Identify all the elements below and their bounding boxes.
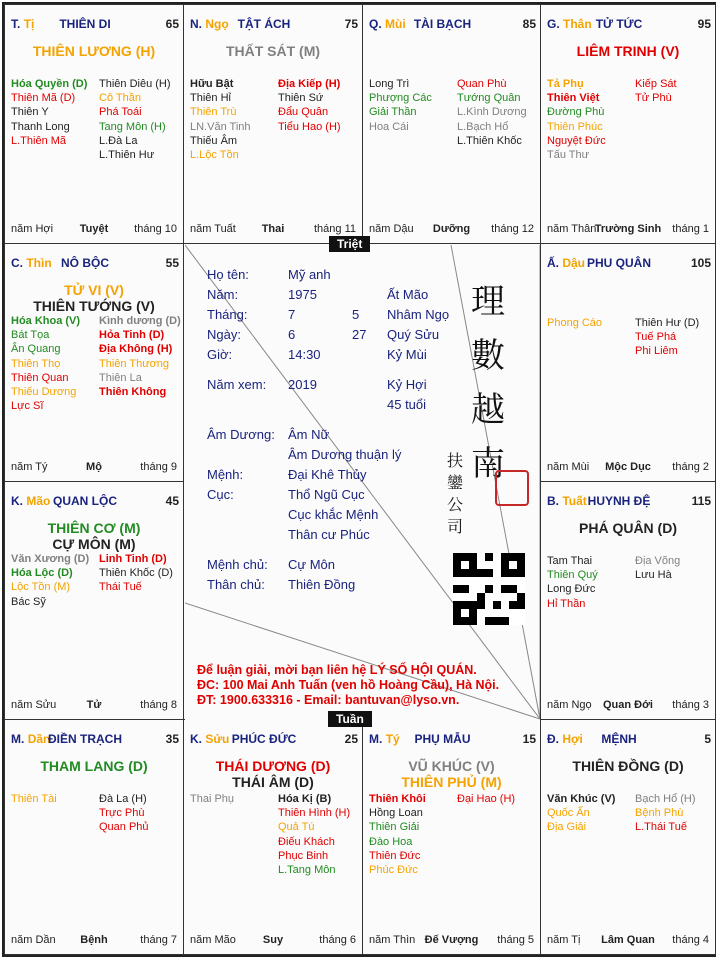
minor-star: Thiên Khốc (D) (99, 567, 173, 580)
right-star-list (99, 552, 173, 595)
minor-star: Tướng Quân (457, 92, 521, 105)
month-label: tháng 12 (491, 223, 534, 235)
month-label: tháng 3 (672, 699, 709, 711)
right-star-list (99, 792, 149, 835)
calligraphy-text: 理數越南 (471, 282, 505, 484)
truong-sinh-stage: Quan Đới (603, 699, 653, 711)
contact-line-1: Để luận giải, mời bạn liên hệ LÝ SỐ HỘI QUÁN. (197, 663, 477, 677)
palace-footer (545, 934, 711, 948)
right-star-list (457, 77, 527, 148)
palace-number: 65 (165, 17, 179, 31)
palace-footer (9, 461, 179, 475)
minor-star: Văn Xương (D) (11, 553, 90, 565)
main-star: TỬ VI (V) (64, 282, 124, 298)
left-star-list (190, 792, 234, 806)
palace-number: 45 (165, 494, 179, 508)
left-star-list (11, 552, 89, 609)
minor-star: Thiên Thọ (11, 357, 61, 370)
minor-star: Thiên Y (11, 106, 49, 119)
can-label: K. (11, 494, 23, 508)
minor-star: Lực Sĩ (11, 400, 44, 413)
minor-star: LN.Văn Tinh (190, 120, 251, 133)
main-star-secondary: THÁI ÂM (D) (232, 774, 314, 790)
palace-footer (545, 699, 711, 713)
contact-block (197, 663, 499, 708)
left-star-list (11, 314, 80, 413)
right-star-list (278, 77, 341, 134)
palace-name: TỬ TỨC (595, 17, 643, 31)
cell-ty[interactable] (362, 719, 541, 955)
minor-star: Phúc Đức (369, 864, 418, 877)
year-label: năm Mùi (547, 461, 590, 473)
palace-header (547, 256, 711, 272)
am-duong-value: Âm Nữ (288, 427, 330, 442)
month-label: tháng 5 (497, 934, 534, 946)
minor-star: Hóa Lộc (D) (11, 567, 73, 580)
palace-footer (9, 934, 179, 948)
palace-number: 25 (344, 732, 358, 746)
nam-value: 1975 (288, 287, 317, 302)
palace-footer (545, 461, 711, 475)
year-label: năm Tý (11, 461, 48, 473)
month-label: tháng 6 (319, 934, 356, 946)
main-star: THIÊN ĐỒNG (D) (572, 758, 684, 774)
minor-star: Tử Phù (635, 92, 672, 105)
palace-header (369, 732, 536, 748)
palace-name: TÀI BẠCH (413, 17, 472, 31)
minor-star: L.Thiên Hư (99, 149, 155, 162)
minor-star: Thiếu Âm (190, 134, 238, 147)
truong-sinh-stage: Tử (86, 699, 102, 711)
minor-star: L.Tang Môn (278, 864, 336, 877)
minor-star: L.Thiên Khốc (457, 134, 522, 147)
palace-name: PHỤ MẪU (414, 732, 471, 746)
can-label: M. (369, 732, 383, 746)
palace-footer (545, 223, 711, 237)
than-chu-value: Thiên Đồng (288, 577, 356, 592)
minor-star: Thái Tuế (99, 581, 142, 594)
menh-value: Đại Khê Thủy (288, 467, 367, 482)
main-star: THAM LANG (D) (40, 758, 148, 774)
ngay-am-lich-num: 27 (352, 327, 367, 342)
minor-star: L.Thiên Mã (11, 134, 67, 147)
minor-star: Đẩu Quân (278, 106, 329, 119)
chi-label: Hợi (562, 732, 583, 746)
truong-sinh-stage: Dưỡng (432, 223, 471, 235)
minor-star: Điếu Khách (278, 835, 335, 848)
left-star-list (547, 554, 598, 611)
palace-name: PHÚC ĐỨC (231, 732, 297, 746)
chi-label: Dậu (562, 256, 586, 270)
year-label: năm Dần (11, 934, 56, 946)
right-star-list (635, 77, 677, 105)
minor-star: Tấu Thư (547, 149, 590, 162)
cell-dan[interactable] (4, 719, 184, 955)
palace-header (190, 17, 358, 33)
center-info-panel (185, 245, 540, 721)
tuan-tag: Tuần (328, 711, 372, 727)
thang-label: Tháng: (207, 307, 248, 322)
truong-sinh-stage: Thai (261, 223, 285, 235)
minor-star: Bệnh Phù (635, 807, 684, 820)
right-star-list (635, 792, 696, 835)
month-label: tháng 2 (672, 461, 709, 473)
palace-name: THIÊN DI (59, 17, 111, 31)
truong-sinh-stage: Đế Vượng (424, 934, 479, 946)
contact-line-3: ĐT: 1900.633316 - Email: bantuvan@lyso.vn. (197, 693, 460, 707)
minor-star: Ân Quang (11, 343, 61, 356)
minor-star: Phong Cáo (547, 317, 603, 329)
minor-star: Tiểu Hao (H) (278, 120, 341, 133)
palace-name: TẬT ÁCH (237, 17, 291, 31)
truong-sinh-stage: Bệnh (80, 934, 108, 946)
minor-star: Thiên La (99, 371, 142, 384)
minor-star: Kình dương (D) (99, 315, 181, 327)
minor-star: Phục Binh (278, 849, 329, 862)
than-cu-phuc: Thân cư Phúc (288, 527, 370, 542)
minor-star: Tang Môn (H) (99, 120, 166, 133)
month-label: tháng 8 (140, 699, 177, 711)
palace-name: ĐIỀN TRẠCH (48, 732, 122, 746)
palace-footer (9, 223, 179, 237)
minor-star: Thanh Long (11, 120, 70, 133)
minor-star: Thiên Phúc (547, 120, 603, 133)
palace-number: 55 (165, 256, 179, 270)
minor-star: Phượng Các (369, 92, 432, 105)
ngay-label: Ngày: (207, 327, 241, 342)
palace-number: 5 (704, 732, 711, 746)
minor-star: Đào Hoa (369, 835, 413, 848)
palace-header (11, 256, 179, 272)
palace-number: 95 (697, 17, 711, 31)
truong-sinh-stage: Tuyệt (79, 223, 109, 235)
menh-chu-value: Cự Môn (288, 557, 335, 572)
can-label: M. (11, 732, 25, 746)
chi-label: Mùi (385, 17, 406, 31)
menh-label: Mệnh: (207, 467, 244, 482)
left-star-list (190, 77, 251, 162)
minor-star: Hóa Quyền (D) (11, 78, 88, 90)
minor-star: Thiên Sứ (278, 92, 324, 105)
qr-code-icon[interactable] (453, 553, 525, 625)
am-duong-label: Âm Dương: (207, 427, 275, 442)
minor-star: Quan Phù (457, 78, 507, 90)
palace-name: MỆNH (601, 732, 637, 746)
palace-number: 105 (690, 256, 711, 270)
right-star-list (99, 77, 171, 162)
cell-ti[interactable] (4, 4, 184, 244)
can-label: Q. (369, 17, 382, 31)
minor-star: Thiên Trù (190, 106, 237, 119)
company-seal-text: 扶鑾公司 (447, 451, 464, 536)
menh-chu-label: Mệnh chủ: (207, 557, 268, 572)
palace-header (190, 732, 358, 748)
nam-xem-value: 2019 (288, 377, 317, 392)
palace-number: 115 (691, 494, 711, 508)
chi-label: Ngọ (205, 17, 229, 31)
triet-tag: Triệt (329, 236, 370, 252)
palace-header (369, 17, 536, 33)
minor-star: Lưu Hà (635, 569, 672, 582)
minor-star: L.Lộc Tồn (190, 149, 239, 162)
year-label: năm Thìn (369, 934, 416, 946)
truong-sinh-stage: Trường Sinh (594, 223, 662, 235)
nam-xem-label: Năm xem: (207, 377, 267, 392)
left-star-list (369, 77, 432, 134)
right-star-list (635, 316, 699, 359)
minor-star: Hỉ Thần (547, 597, 586, 610)
left-star-list (547, 792, 615, 835)
cell-hoi[interactable] (540, 719, 716, 955)
month-label: tháng 9 (140, 461, 177, 473)
main-star: THÁI DƯƠNG (D) (215, 758, 331, 774)
minor-star: Thiên Giải (369, 821, 420, 834)
minor-star: Long Đức (547, 583, 596, 596)
year-label: năm Mão (190, 934, 236, 946)
minor-star: L.Bạch Hổ (457, 120, 509, 133)
palace-number: 85 (522, 17, 536, 31)
cell-ngo[interactable] (183, 4, 363, 244)
year-label: năm Ngọ (547, 699, 592, 711)
minor-star: Thiên Đức (369, 849, 421, 862)
minor-star: Thiên Thương (99, 357, 170, 370)
minor-star: Bát Tọa (11, 329, 50, 342)
chi-label: Sửu (205, 732, 230, 746)
minor-star: Linh Tinh (D) (99, 553, 167, 565)
minor-star: L.Thái Tuế (635, 821, 687, 834)
minor-star: Đà La (H) (99, 793, 147, 805)
gio-label: Giờ: (207, 347, 233, 362)
thang-value: 7 (288, 307, 296, 322)
minor-star: Bác Sỹ (11, 595, 46, 608)
palace-footer (367, 223, 536, 237)
thang-am-lich-num: 5 (352, 307, 360, 322)
cell-thin[interactable] (4, 243, 184, 482)
left-star-list (547, 77, 606, 162)
chi-label: Mão (26, 494, 51, 508)
minor-star: Kiếp Sát (635, 78, 677, 90)
left-star-list (547, 316, 602, 330)
palace-header (547, 732, 711, 748)
palace-name: HUYNH ĐỆ (587, 494, 651, 508)
truong-sinh-stage: Mộ (86, 461, 102, 473)
month-label: tháng 4 (672, 934, 709, 946)
am-duong-ly: Âm Dương thuận lý (288, 447, 402, 462)
palace-header (11, 732, 179, 748)
minor-star: Thiếu Dương (11, 386, 77, 399)
year-label: năm Tuất (190, 223, 236, 235)
chi-label: Thìn (26, 256, 52, 270)
year-label: năm Tị (547, 934, 581, 946)
minor-star: Thiên Tài (11, 793, 57, 805)
tuoi-value: 45 tuổi (387, 397, 427, 412)
minor-star: L.Đà La (99, 134, 138, 147)
ho-ten-label: Họ tên: (207, 267, 249, 282)
than-chu-label: Thân chủ: (207, 577, 265, 592)
palace-name: QUAN LỘC (53, 494, 117, 508)
minor-star: Địa Không (H) (99, 343, 173, 356)
minor-star: Quan Phủ (99, 821, 149, 834)
right-star-list (635, 554, 680, 582)
thang-am-lich: Nhâm Ngọ (387, 307, 450, 322)
minor-star: Lộc Tồn (M) (11, 581, 71, 594)
minor-star: Cô Thần (99, 92, 141, 105)
cuc-value: Thổ Ngũ Cục (288, 487, 365, 502)
can-label: Đ. (547, 732, 559, 746)
left-star-list (11, 77, 87, 148)
minor-star: Long Trì (369, 78, 410, 90)
minor-star: Thiên Mã (D) (11, 92, 76, 105)
cuc-label: Cục: (207, 487, 234, 502)
palace-name: PHU QUÂN (586, 256, 651, 270)
minor-star: Địa Giải (547, 821, 587, 834)
palace-number: 35 (165, 732, 179, 746)
palace-footer (188, 934, 358, 948)
chi-label: Tị (23, 17, 35, 31)
minor-star: Phi Liêm (635, 345, 678, 358)
month-label: tháng 10 (134, 223, 177, 235)
minor-star: Đại Hao (H) (457, 793, 516, 805)
can-label: C. (11, 256, 23, 270)
cell-dau[interactable] (540, 243, 716, 482)
minor-star: Đường Phù (547, 106, 605, 119)
minor-star: Hữu Bật (190, 78, 234, 90)
minor-star: Thiên Hư (D) (635, 317, 700, 329)
palace-footer (9, 699, 179, 713)
main-star-secondary: CỰ MÔN (M) (52, 536, 136, 552)
minor-star: Thiên Khôi (369, 793, 426, 805)
minor-star: Tam Thai (547, 555, 593, 567)
palace-header (11, 17, 179, 33)
minor-star: Quốc Ấn (547, 807, 590, 820)
minor-star: Thiên Quan (11, 371, 69, 384)
main-star-secondary: THIÊN PHỦ (M) (401, 774, 502, 790)
cell-than[interactable] (540, 4, 716, 244)
minor-star: Bạch Hổ (H) (635, 793, 696, 805)
can-label: Ấ. (547, 256, 559, 270)
ngay-value: 6 (288, 327, 296, 342)
minor-star: Nguyệt Đức (547, 134, 606, 147)
cuc-khac-menh: Cục khắc Mệnh (288, 507, 379, 522)
chi-label: Tý (385, 732, 400, 746)
minor-star: Thiên Quý (547, 569, 598, 582)
minor-star: Địa Kiếp (H) (278, 78, 341, 90)
minor-star: Thiên Diêu (H) (99, 78, 171, 90)
palace-footer (188, 223, 358, 237)
can-label: K. (190, 732, 202, 746)
main-star: VŨ KHÚC (V) (408, 758, 495, 774)
minor-star: Thiên Không (99, 386, 167, 399)
main-star: THIÊN CƠ (M) (47, 520, 141, 536)
left-star-list (369, 792, 426, 877)
palace-number: 75 (344, 17, 358, 31)
month-label: tháng 11 (313, 223, 356, 235)
minor-star: Hóa Khoa (V) (11, 315, 81, 327)
truong-sinh-stage: Mộc Dục (605, 461, 651, 473)
minor-star: Hóa Kị (B) (278, 793, 332, 805)
nam-label: Năm: (207, 287, 239, 302)
main-star: THIÊN LƯƠNG (H) (32, 43, 156, 59)
month-label: tháng 7 (140, 934, 177, 946)
gio-value: 14:30 (288, 347, 321, 362)
minor-star: Thiên Hỉ (190, 92, 231, 105)
minor-star: Hồng Loan (369, 807, 423, 820)
truong-sinh-stage: Lâm Quan (601, 934, 655, 946)
main-star: PHÁ QUÂN (D) (579, 520, 677, 536)
cell-tuat[interactable] (540, 481, 716, 720)
minor-star: Địa Võng (635, 555, 681, 567)
palace-footer (367, 934, 536, 948)
ngay-am-lich: Quý Sửu (387, 327, 440, 342)
chi-label: Dần (27, 732, 51, 746)
minor-star: Tả Phụ (547, 78, 584, 90)
red-seal-icon (495, 470, 529, 506)
can-label: T. (11, 17, 21, 31)
truong-sinh-stage: Suy (262, 934, 284, 946)
tu-vi-chart (2, 2, 716, 957)
minor-star: Hỏa Tinh (D) (99, 329, 165, 342)
palace-header (11, 494, 179, 510)
can-label: G. (547, 17, 560, 31)
minor-star: Trực Phù (99, 807, 145, 820)
chi-label: Tuất (562, 494, 587, 508)
year-label: năm Sửu (11, 699, 57, 711)
year-label: năm Thân (547, 223, 597, 235)
right-star-list (278, 792, 350, 877)
can-label: N. (190, 17, 202, 31)
cell-suu[interactable] (183, 719, 363, 955)
year-label: năm Hợi (11, 223, 54, 235)
minor-star: Văn Khúc (V) (547, 793, 616, 805)
contact-line-2: ĐC: 100 Mai Anh Tuấn (ven hồ Hoàng Cầu), Hà Nội. (197, 678, 500, 692)
month-label: tháng 1 (672, 223, 709, 235)
palace-header (547, 17, 711, 33)
main-star: LIÊM TRINH (V) (576, 43, 680, 59)
chi-label: Thân (563, 17, 592, 31)
can-label: B. (547, 494, 559, 508)
right-star-list (99, 314, 181, 399)
palace-number: 15 (522, 732, 536, 746)
nam-xem-am-lich: Kỷ Hợi (387, 377, 427, 392)
cell-mao[interactable] (4, 481, 184, 720)
left-star-list (11, 792, 57, 806)
year-label: năm Dậu (369, 223, 414, 235)
minor-star: Tuế Phá (635, 331, 677, 344)
cell-mui[interactable] (362, 4, 541, 244)
minor-star: L.Kình Dương (457, 106, 527, 119)
minor-star: Hoa Cái (369, 120, 409, 133)
minor-star: Giải Thần (369, 106, 417, 119)
minor-star: Phá Toái (99, 106, 142, 119)
right-star-list (457, 792, 515, 806)
main-star: THẤT SÁT (M) (225, 43, 321, 59)
gio-am-lich: Kỷ Mùi (387, 347, 427, 362)
main-star-secondary: THIÊN TƯỚNG (V) (33, 298, 155, 314)
minor-star: Thiên Hình (H) (278, 807, 351, 820)
minor-star: Thai Phụ (190, 793, 235, 805)
minor-star: Thiên Việt (547, 92, 600, 105)
palace-header (547, 494, 711, 510)
palace-name: NÔ BỘC (61, 256, 109, 270)
minor-star: Quả Tú (278, 821, 315, 834)
nam-am-lich: Ất Mão (387, 287, 429, 302)
ho-ten-value: Mỹ anh (288, 267, 331, 282)
